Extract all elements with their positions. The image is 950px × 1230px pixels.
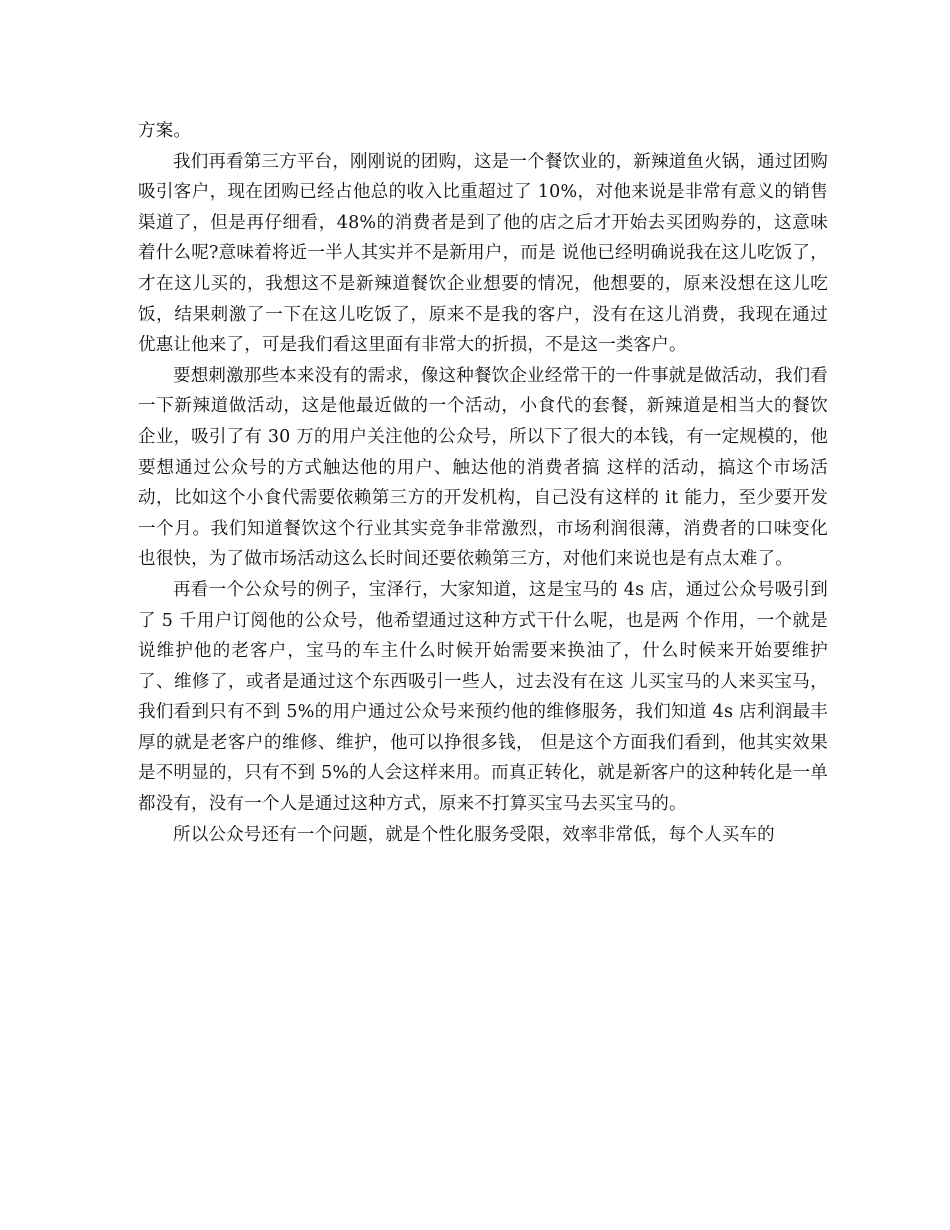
paragraph-4: 再看一个公众号的例子，宝泽行，大家知道，这是宝马的 4s 店，通过公众号吸引到了 5 千用户订阅他的公众号，他希望通过这种方式干什么呢，也是两 个作用，一个就是说维护他的老客户，宝马的车主什么时候开始需要来换油了，什么时候来开始要维护了、维修了，或者是通过这个东西吸引一些人，过去没有在这 儿买宝马的人来买宝马，我们看到只有不到 5%的用户通过公众号来预约他的维修服务，我们知道 4s 店利润最丰厚的就是老客户的维修、维护，他可以挣很多钱， 但是这个方面我们看到，他其实效果是不明显的，只有不到 5%的人会这样来用。而真正转化，就是新客户的这种转化是一单都没有，没有一个人是通过这种方式，原来不打算买宝马去买宝马的。 [138,579,828,815]
body-text [138,116,828,850]
paragraph-5: 所以公众号还有一个问题，就是个性化服务受限，效率非常低，每个人买车的 [173,824,775,845]
paragraph-1: 方案。 [138,121,192,141]
paragraph-3: 要想刺激那些本来没有的需求，像这种餐饮企业经常干的一件事就是做活动，我们看一下新辣道做活动，这是他最近做的一个活动，小食代的套餐，新辣道是相当大的餐饮企业，吸引了有 30 万的用户关注他的公众号，所以下了很大的本钱，有一定规模的，他要想通过公众号的方式触达他的用户、触达他的消费者搞 这样的活动，搞这个市场活动，比如这个小食代需要依赖第三方的开发机构，自己没有这样的 it 能力，至少要开发一个月。我们知道餐饮这个行业其实竞争非常激烈，市场利润很薄，消费者的口味变化也很快，为了做市场活动这么长时间还要依赖第三方，对他们来说也是有点太难了。 [138,365,828,570]
paragraph-2: 我们再看第三方平台，刚刚说的团购，这是一个餐饮业的，新辣道鱼火锅，通过团购吸引客户，现在团购已经占他总的收入比重超过了 10%，对他来说是非常有意义的销售渠道了，但是再仔细看，48%的消费者是到了他的店之后才开始去买团购券的，这意味着什么呢?意味着将近一半人其实并不是新用户，而是 说他已经明确说我在这儿吃饭了，才在这儿买的，我想这不是新辣道餐饮企业想要的情况，他想要的，原来没想在这儿吃饭，结果刺激了一下在这儿吃饭了，原来不是我的客户，没有在这儿消费，我现在通过优惠让他来了，可是我们看这里面有非常大的折损，不是这一类客户。 [138,151,828,356]
